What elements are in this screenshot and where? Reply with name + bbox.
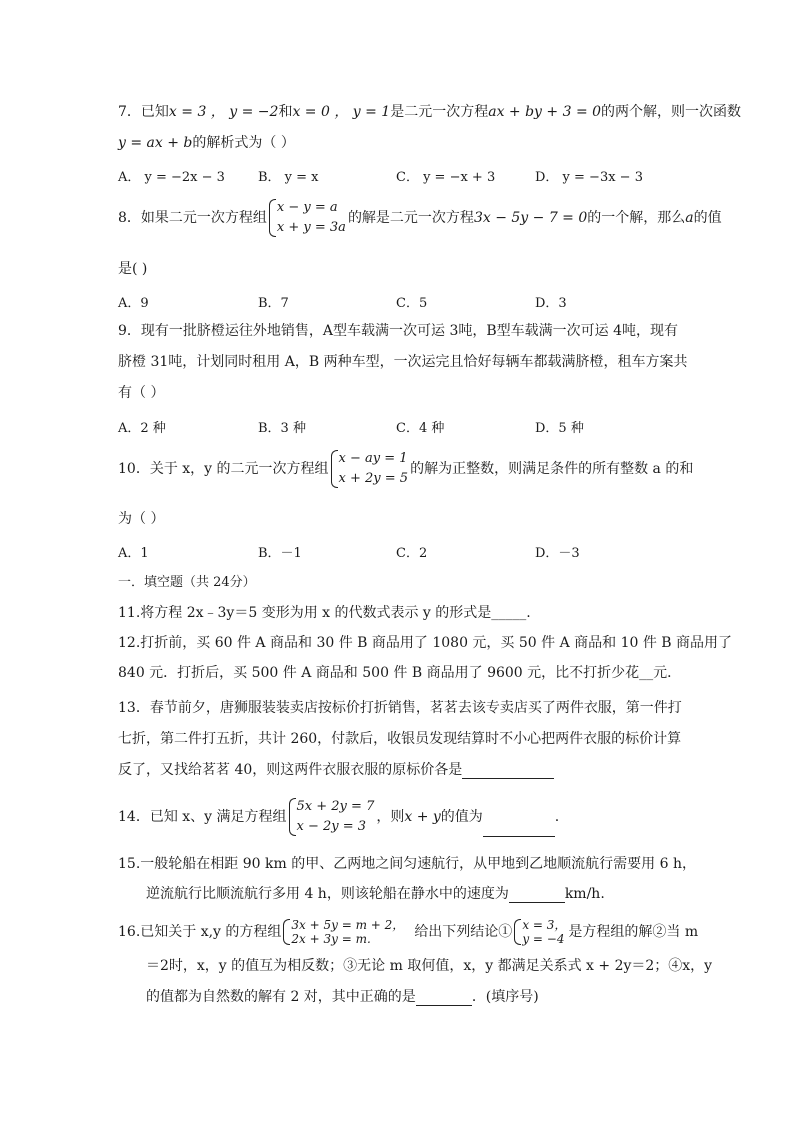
q14-expression: x + y <box>404 809 441 825</box>
q10-line2: 为（ ） <box>118 511 165 527</box>
q7-option-d: D． y = −3x − 3 <box>535 170 643 185</box>
q13-line2: 七折，第二件打五折，共计 260，付款后，收银员发现结算时不小心把两件衣服的标价计算 <box>118 731 682 747</box>
answer-blank <box>483 836 555 837</box>
q8-equation: 3x − 5y − 7 = 0 <box>473 210 588 226</box>
q8-equation-system <box>269 198 346 238</box>
answer-blank <box>509 902 565 903</box>
q7-text: 的两个解，则一次函数 <box>601 104 742 120</box>
q14-sys-row1: 5x + 2y = 7 <box>296 799 375 814</box>
q10-equation-system <box>331 449 409 489</box>
q16-sol-row1: x = 3， <box>522 918 567 932</box>
q16-sys-row2: 2x + 3y = m. <box>291 932 371 946</box>
q7-equation: ax + by + 3 = 0 <box>488 104 602 120</box>
q8-text: 8．如果二元一次方程组 <box>118 210 267 226</box>
q8-option-a: A．9 <box>118 296 149 311</box>
q8-line1 <box>118 198 722 238</box>
q9-option-b: B．3 种 <box>258 421 306 436</box>
q9-option-d: D．5 种 <box>535 421 584 436</box>
q7-text: 7．已知 <box>118 104 169 120</box>
q16-text: 的值都为自然数的解有 2 对，其中正确的是 <box>146 989 416 1005</box>
q8-sys-row2: x + y = 3a <box>276 220 346 235</box>
q10-line1 <box>118 449 693 489</box>
q7-line1 <box>118 103 741 121</box>
q8-option-b: B．7 <box>258 296 289 311</box>
q7-cond1: x = 3 ， y = −2 <box>168 104 279 120</box>
q9-option-a: A．2 种 <box>118 421 166 436</box>
q13-text: 反了，又找给茗茗 40，则这两件衣服衣服的原标价各是 <box>118 762 463 778</box>
q14-text: 14．已知 x、y 满足方程组 <box>118 809 287 825</box>
answer-blank <box>462 778 554 779</box>
q7-text: 是二元一次方程 <box>390 104 489 120</box>
answer-blank <box>416 1005 472 1006</box>
q14-sys-row2: x − 2y = 3 <box>296 819 367 834</box>
q12-line2: 840 元．打折后，买 500 件 A 商品和 500 件 B 商品用了 9600 元，比不打折少花__元． <box>118 665 682 681</box>
q9-option-c: C．4 种 <box>396 421 445 436</box>
q8-text: 的解是二元一次方程 <box>347 210 474 226</box>
q7-option-a: A． y = −2x − 3 <box>118 170 225 185</box>
q10-option-b: B．－1 <box>258 546 302 561</box>
q10-text: 的解为正整数，则满足条件的所有整数 a 的和 <box>410 461 694 477</box>
q10-option-c: C．2 <box>396 546 428 561</box>
q9-line2: 脐橙 31吨，计划同时租用 A，B 两种车型，一次运完且恰好每辆车都载满脐橙，租车方案共 <box>118 354 688 370</box>
q16-line3 <box>146 988 539 1006</box>
q10-option-d: D．－3 <box>535 546 580 561</box>
q16-line1 <box>118 918 698 946</box>
q10-sys-row2: x + 2y = 5 <box>338 471 409 486</box>
q15-unit: km/h. <box>564 886 605 902</box>
q16-equation-system <box>283 918 412 946</box>
q10-option-a: A．1 <box>118 546 149 561</box>
q16-sys-row1: 3x + 5y = m + 2， <box>291 918 405 932</box>
q7-text: 和 <box>278 104 293 120</box>
q15-line1: 15.一般轮船在相距 90 km 的甲、乙两地之间匀速航行，从甲地到乙地顺流航行需要用 6 h， <box>118 856 697 872</box>
q16-text: ．(填序号) <box>471 989 539 1005</box>
q14-equation-system <box>289 797 375 837</box>
section-heading: 一．填空题（共 24分） <box>118 575 256 590</box>
q14-text: 的值为 <box>440 809 483 825</box>
q8-option-d: D．3 <box>535 296 567 311</box>
q12-line1: 12.打折前，买 60 件 A 商品和 30 件 B 商品用了 1080 元，买 50 件 A 商品和 10 件 B 商品用了 <box>118 635 733 651</box>
q13-line1: 13．春节前夕，唐狮服装装卖店按标价打折销售，茗茗去该专卖店买了两件衣服，第一件打 <box>118 700 682 716</box>
q7-text: 的解析式为（ ） <box>192 135 295 151</box>
q9-line3: 有（ ） <box>118 385 165 401</box>
q8-line2: 是( ) <box>118 261 148 277</box>
q9-line1: 9．现有一批脐橙运往外地销售，A型车载满一次可运 3吨，B型车载满一次可运 4吨，现有 <box>118 323 679 339</box>
q7-function: y = ax + b <box>118 135 193 151</box>
q7-option-c: C． y = −x + 3 <box>396 170 496 185</box>
q7-line2 <box>118 134 295 152</box>
q16-text: 是方程组的解②当 m <box>568 924 699 940</box>
q8-sys-row1: x − y = a <box>276 200 338 215</box>
q16-text: 16.已知关于 x,y 的方程组 <box>118 924 282 940</box>
q14-text: . <box>554 809 560 825</box>
q10-sys-row1: x − ay = 1 <box>338 451 408 466</box>
q16-solution-system <box>514 918 566 946</box>
q11: 11.将方程 2x﹣3y＝5 变形为用 x 的代数式表示 y 的形式是_____. <box>118 605 531 621</box>
q16-text: 给出下列结论① <box>414 924 513 940</box>
q14-line <box>118 797 559 837</box>
q14-text: ，则 <box>376 809 405 825</box>
q8-text: 的值 <box>693 210 722 226</box>
q7-cond2: x = 0 ， y = 1 <box>292 104 391 120</box>
q7-option-b: B． y = x <box>258 170 319 185</box>
q10-text: 10．关于 x，y 的二元一次方程组 <box>118 461 329 477</box>
q16-line2: ＝2时，x，y 的值互为相反数；③无论 m 取何值，x，y 都满足关系式 x + 2y＝2；④x，y <box>146 958 713 974</box>
q8-text: 的一个解，那么 <box>587 210 686 226</box>
q16-sol-row2: y = −4 <box>522 932 565 946</box>
q8-variable: a <box>685 210 694 226</box>
q8-option-c: C．5 <box>396 296 428 311</box>
q15-line2 <box>146 885 605 903</box>
q15-text: 逆流航行比顺流航行多用 4 h，则该轮船在静水中的速度为 <box>146 886 509 902</box>
q13-line3 <box>118 761 554 779</box>
